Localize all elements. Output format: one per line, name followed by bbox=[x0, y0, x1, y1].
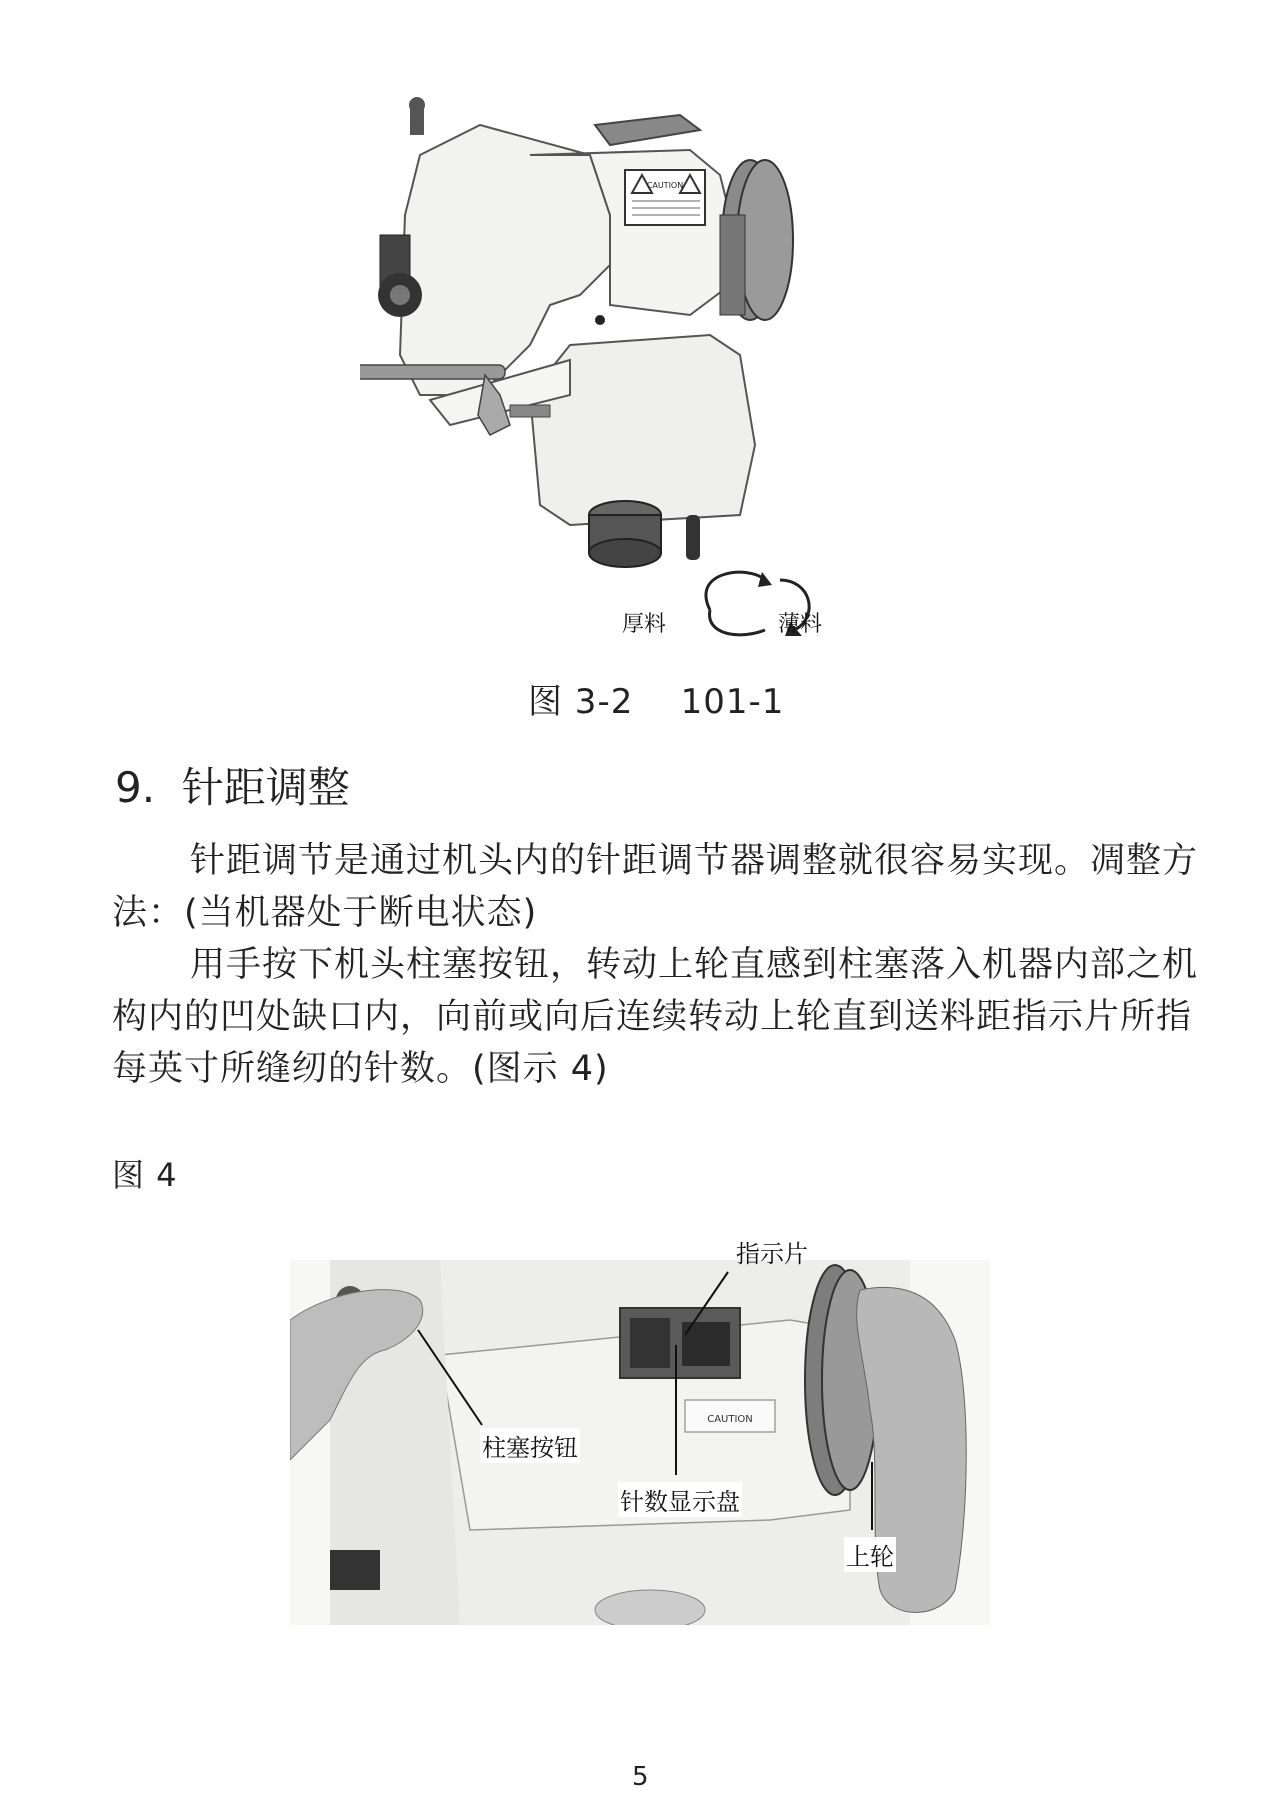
paragraph-2: 用手按下机头柱塞按钮，转动上轮直感到柱塞落入机器内部之机构内的凹处缺口内，向前或向后连续转动上轮直到送料距指示片所指每英寸所缝纫的针数。(图示 4) bbox=[112, 945, 1199, 1089]
stitch-dial-callout: 针数显示盘 bbox=[618, 1482, 742, 1517]
indicator-callout: 指示片 bbox=[736, 1240, 808, 1268]
page-number: 5 bbox=[632, 1762, 649, 1792]
figure-3-2-caption: 图 3-2 101-1 bbox=[528, 682, 785, 722]
figure-4-label: 图 4 bbox=[112, 1156, 178, 1194]
thin-material-label: 薄料 bbox=[778, 612, 823, 637]
paragraph-1: 针距调节是通过机头内的针距调节器调整就很容易实现。凋整方法：(当机器处于断电状态) bbox=[112, 841, 1199, 933]
plunger-button-callout: 柱塞按钮 bbox=[480, 1428, 580, 1463]
thick-material-label: 厚料 bbox=[622, 612, 667, 637]
section-title: 9. 针距调整 bbox=[115, 763, 350, 812]
figure1-caution-text: CAUTION bbox=[646, 181, 684, 190]
handwheel-callout: 上轮 bbox=[844, 1537, 896, 1572]
figure2-caution-text: CAUTION bbox=[707, 1414, 753, 1425]
